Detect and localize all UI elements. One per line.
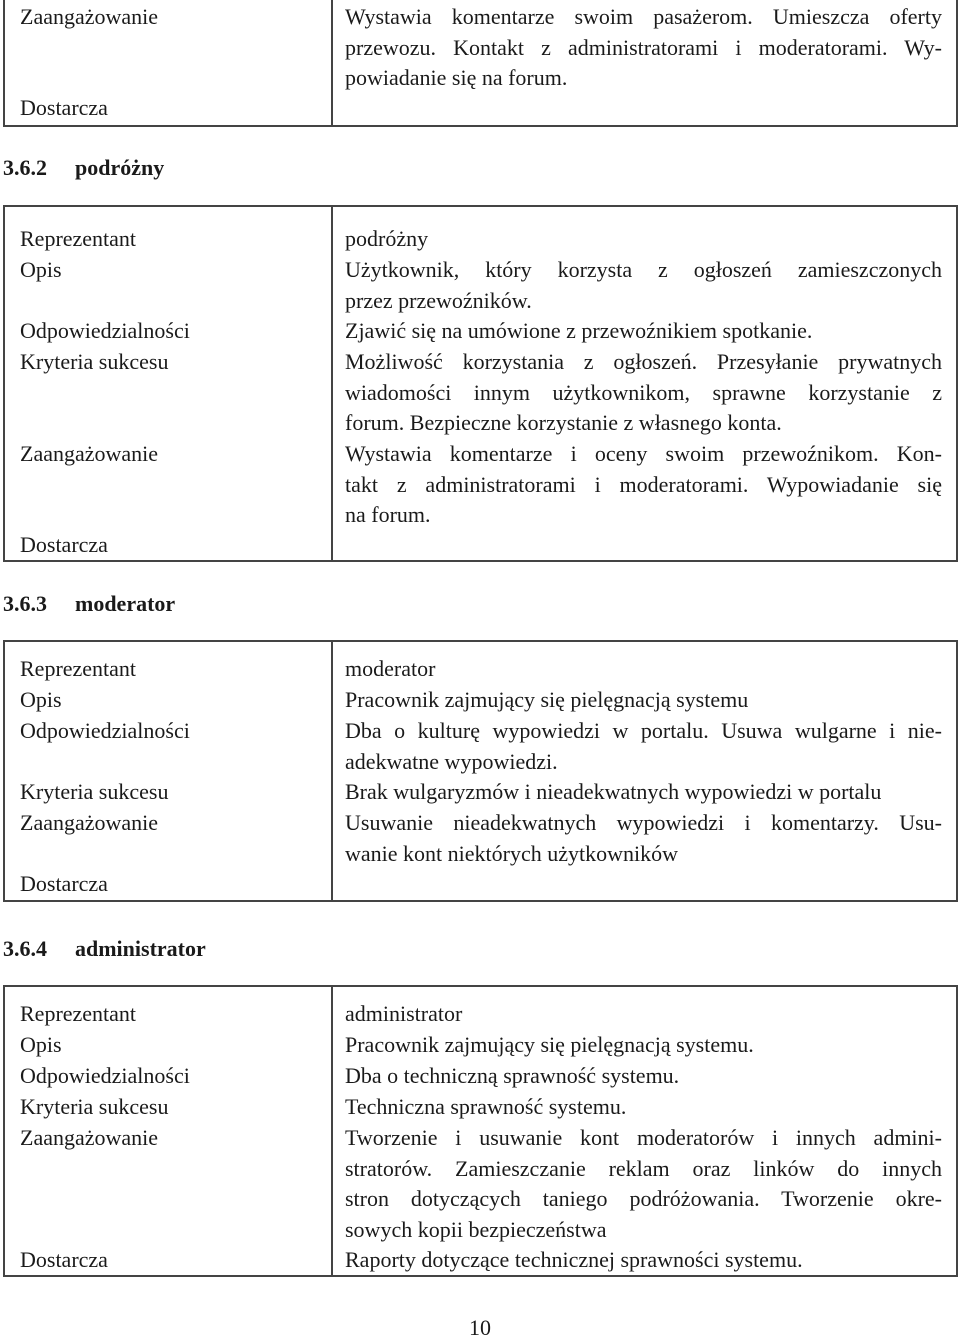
value-odpowiedzialnosci — [345, 316, 942, 347]
text-line: adekwatne wypowiedzi. — [345, 748, 558, 774]
table-value-column — [333, 0, 956, 125]
text-line: sowych kopii bezpieczeństwa — [345, 1216, 607, 1242]
value-kryteria — [345, 1092, 942, 1123]
value-opis — [345, 685, 942, 716]
text-line: Tworzenie i usuwanie kont moderatorów i innych admini- — [345, 1125, 942, 1150]
label-dostarcza: Dostarcza — [20, 871, 108, 896]
role-table-podrozny — [3, 205, 958, 562]
text-line: Wystawia komentarze swoim pasażerom. Umieszcza oferty — [345, 4, 942, 29]
text-line: Brak wulgaryzmów i nieadekwatnych wypowiedzi w portalu — [345, 779, 882, 804]
value-reprezentant: podróżny — [345, 226, 429, 251]
text-line: takt z administratorami i moderatorami. Wypowiadanie się — [345, 471, 942, 497]
text-line: Dba o techniczną sprawność systemu. — [345, 1063, 680, 1088]
label-opis: Opis — [20, 687, 62, 712]
table-label-column — [5, 0, 333, 125]
text-line: Pracownik zajmujący się pielęgnacją systemu — [345, 687, 749, 712]
section-title: podróżny — [75, 155, 165, 180]
label-kryteria: Kryteria sukcesu — [20, 1094, 169, 1119]
section-heading — [3, 153, 164, 184]
value-reprezentant: moderator — [345, 656, 436, 681]
value-zaangazowanie — [345, 2, 942, 94]
value-opis — [345, 255, 942, 316]
table-value-column — [333, 987, 956, 1275]
value-odpowiedzialnosci — [345, 716, 942, 777]
text-line: stron dotyczących taniego podróżowania. Tworzenie okre- — [345, 1186, 942, 1212]
text-line: Użytkownik, który korzysta z ogłoszeń zamieszczonych — [345, 257, 942, 282]
section-heading — [3, 934, 206, 965]
text-line: przewozu. Kontakt z administratorami i moderatorami. Wy- — [345, 34, 942, 60]
page-number: 10 — [469, 1315, 491, 1340]
table-continued — [3, 0, 958, 127]
label-reprezentant: Reprezentant — [20, 226, 137, 251]
text-line: Techniczna sprawność systemu. — [345, 1094, 627, 1119]
text-line: Pracownik zajmujący się pielęgnacją systemu. — [345, 1032, 754, 1057]
label-zaangazowanie: Zaangażowanie — [20, 810, 159, 835]
section-number: 3.6.2 — [3, 155, 47, 180]
value-kryteria — [345, 777, 942, 808]
text-line: wiadomości innym użytkownikom, sprawne korzystanie z — [345, 379, 942, 405]
section-title: administrator — [75, 936, 206, 961]
label-kryteria: Kryteria sukcesu — [20, 779, 169, 804]
text-line: Dba o kulturę wypowiedzi w portalu. Usuwa wulgarne i nie- — [345, 718, 942, 743]
label-reprezentant: Reprezentant — [20, 656, 137, 681]
text-line: Usuwanie nieadekwatnych wypowiedzi i komentarzy. Usu- — [345, 810, 942, 835]
label-opis: Opis — [20, 257, 62, 282]
section-title: moderator — [75, 591, 176, 616]
section-number: 3.6.3 — [3, 591, 47, 616]
section-number: 3.6.4 — [3, 936, 47, 961]
text-line: na forum. — [345, 502, 431, 528]
value-zaangazowanie — [345, 808, 942, 869]
role-table-moderator — [3, 640, 958, 902]
table-label-column — [5, 207, 333, 560]
value-dostarcza — [345, 1245, 942, 1276]
section-heading — [3, 589, 175, 620]
table-label-column — [5, 642, 333, 900]
text-line: stratorów. Zamieszczanie reklam oraz linków do innych — [345, 1155, 942, 1181]
label-reprezentant: Reprezentant — [20, 1001, 137, 1026]
label-dostarcza: Dostarcza — [20, 532, 108, 557]
table-label-column — [5, 987, 333, 1275]
label-kryteria: Kryteria sukcesu — [20, 349, 169, 374]
value-kryteria — [345, 347, 942, 439]
table-value-column — [333, 207, 956, 560]
text-line: Zjawić się na umówione z przewoźnikiem spotkanie. — [345, 318, 813, 343]
text-line: powiadanie się na forum. — [345, 65, 568, 91]
text-line: wanie kont niektórych użytkowników — [345, 840, 678, 866]
label-dostarcza: Dostarcza — [20, 95, 108, 120]
value-reprezentant: administrator — [345, 1001, 463, 1026]
value-opis — [345, 1030, 942, 1061]
table-value-column — [333, 642, 956, 900]
text-line: przez przewoźników. — [345, 287, 532, 313]
text-line: Możliwość korzystania z ogłoszeń. Przesyłanie prywatnych — [345, 349, 942, 374]
label-opis: Opis — [20, 1032, 62, 1057]
label-dostarcza: Dostarcza — [20, 1247, 108, 1272]
label-odpowiedzialnosci: Odpowiedzialności — [20, 1063, 190, 1088]
value-zaangazowanie — [345, 1123, 942, 1245]
text-line: forum. Bezpieczne korzystanie z własnego konta. — [345, 410, 782, 436]
role-table-administrator — [3, 985, 958, 1277]
value-zaangazowanie — [345, 439, 942, 531]
text-line: Wystawia komentarze i oceny swoim przewoźnikom. Kon- — [345, 441, 942, 466]
value-odpowiedzialnosci — [345, 1061, 942, 1092]
label-zaangazowanie: Zaangażowanie — [20, 4, 159, 29]
label-odpowiedzialnosci: Odpowiedzialności — [20, 718, 190, 743]
text-line: Raporty dotyczące technicznej sprawności systemu. — [345, 1247, 803, 1272]
label-odpowiedzialnosci: Odpowiedzialności — [20, 318, 190, 343]
label-zaangazowanie: Zaangażowanie — [20, 441, 159, 466]
label-zaangazowanie: Zaangażowanie — [20, 1125, 159, 1150]
